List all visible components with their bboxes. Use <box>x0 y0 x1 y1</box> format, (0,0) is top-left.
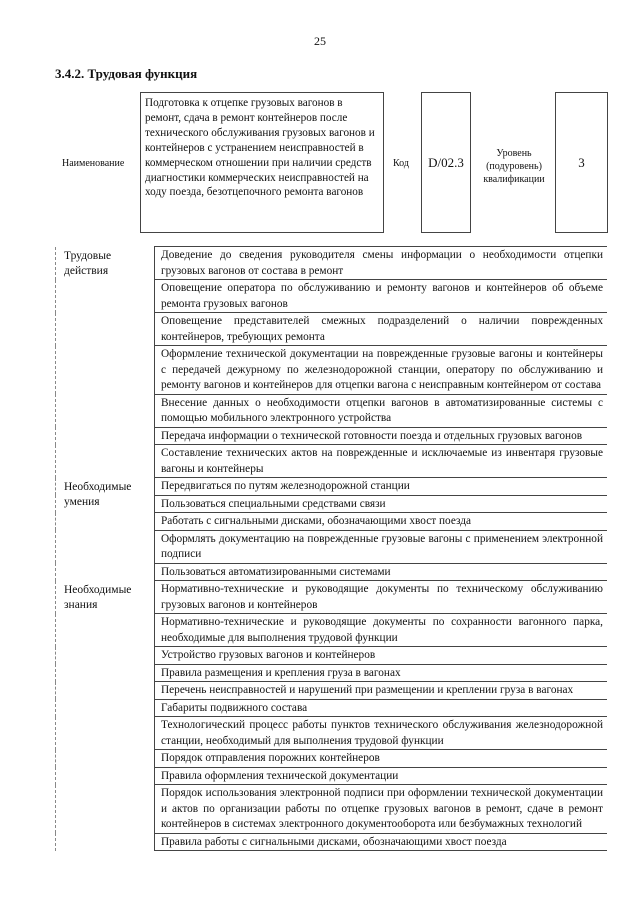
level-value-box: 3 <box>555 92 608 233</box>
item-text: Оповещение оператора по обслуживанию и ремонту вагонов и контейнеров об объеме ремонта грузовых вагонов <box>155 280 608 313</box>
item-text: Оформление технической документации на поврежденные грузовые вагоны и контейнеры с передачей дежурному по железнодорожной станции, оператору по обслуживанию и ремонту вагонов и контейнеров для отцепки вагона с неисправным контейнером от состава <box>155 346 608 395</box>
name-label: Наименование <box>62 158 125 169</box>
code-label: Код <box>393 158 409 169</box>
item-text: Пользоваться специальными средствами связи <box>155 495 608 513</box>
item-text: Доведение до сведения руководителя смены информации о необходимости отцепки грузовых вагонов от состава в ремонт <box>155 247 608 280</box>
table-row <box>56 478 608 496</box>
item-text: Правила размещения и крепления груза в вагонах <box>155 664 608 682</box>
item-text: Габариты подвижного состава <box>155 699 608 717</box>
item-text: Пользоваться автоматизированными системами <box>155 563 608 581</box>
table-row <box>56 581 608 614</box>
table-row <box>56 247 608 280</box>
level-label: Уровень (подуровень) квалификации <box>483 148 545 185</box>
function-details-table <box>55 246 607 851</box>
item-text: Нормативно-технические и руководящие документы по техническому обслуживанию грузовых вагонов и контейнеров <box>155 581 608 614</box>
section-title: Трудовые действия <box>56 247 155 478</box>
item-text: Составление технических актов на поврежденные и исключаемые из инвентаря грузовые вагоны и контейнеры <box>155 445 608 478</box>
item-text: Оповещение представителей смежных подразделений о наличии поврежденных контейнеров, требующих ремонта <box>155 313 608 346</box>
section-title: Необходимые умения <box>56 478 155 581</box>
section-title: Необходимые знания <box>56 581 155 851</box>
section-heading: 3.4.2. Трудовая функция <box>55 66 198 81</box>
item-text: Передвигаться по путям железнодорожной станции <box>155 478 608 496</box>
item-text: Правила работы с сигнальными дисками, обозначающими хвост поезда <box>155 833 608 851</box>
code-value-box: D/02.3 <box>421 92 471 233</box>
item-text: Передача информации о технической готовности поезда и отдельных грузовых вагонов <box>155 427 608 445</box>
item-text: Устройство грузовых вагонов и контейнеров <box>155 647 608 665</box>
item-text: Правила оформления технической документации <box>155 767 608 785</box>
item-text: Внесение данных о необходимости отцепки вагонов в автоматизированные системы с помощью мобильного электронного устройства <box>155 394 608 427</box>
function-name-box: Подготовка к отцепке грузовых вагонов в ремонт, сдача в ремонт контейнеров после технического обслуживания грузовых вагонов и контейнеров с устранением неисправностей в коммерческом отношении при наличии средств диагностики коммерческих неисправностей на ходу поезда, безотцепочного ремонта вагонов <box>140 92 384 233</box>
item-text: Нормативно-технические и руководящие документы по сохранности вагонного парка, необходимые для выполнения трудовой функции <box>155 614 608 647</box>
page-number: 25 <box>314 34 326 48</box>
item-text: Перечень неисправностей и нарушений при размещении и креплении груза в вагонах <box>155 682 608 700</box>
item-text: Порядок использования электронной подписи при оформлении технической документации и актов по организации работы по отцепке грузовых вагонов в ремонт, сдаче в ремонт контейнеров в системах электронного документооборота или безбумажных технологий <box>155 785 608 834</box>
item-text: Порядок отправления порожних контейнеров <box>155 750 608 768</box>
item-text: Оформлять документацию на поврежденные грузовые вагоны с применением электронной подписи <box>155 530 608 563</box>
item-text: Работать с сигнальными дисками, обозначающими хвост поезда <box>155 513 608 531</box>
item-text: Технологический процесс работы пунктов технического обслуживания железнодорожной станции, необходимый для выполнения трудовой функции <box>155 717 608 750</box>
